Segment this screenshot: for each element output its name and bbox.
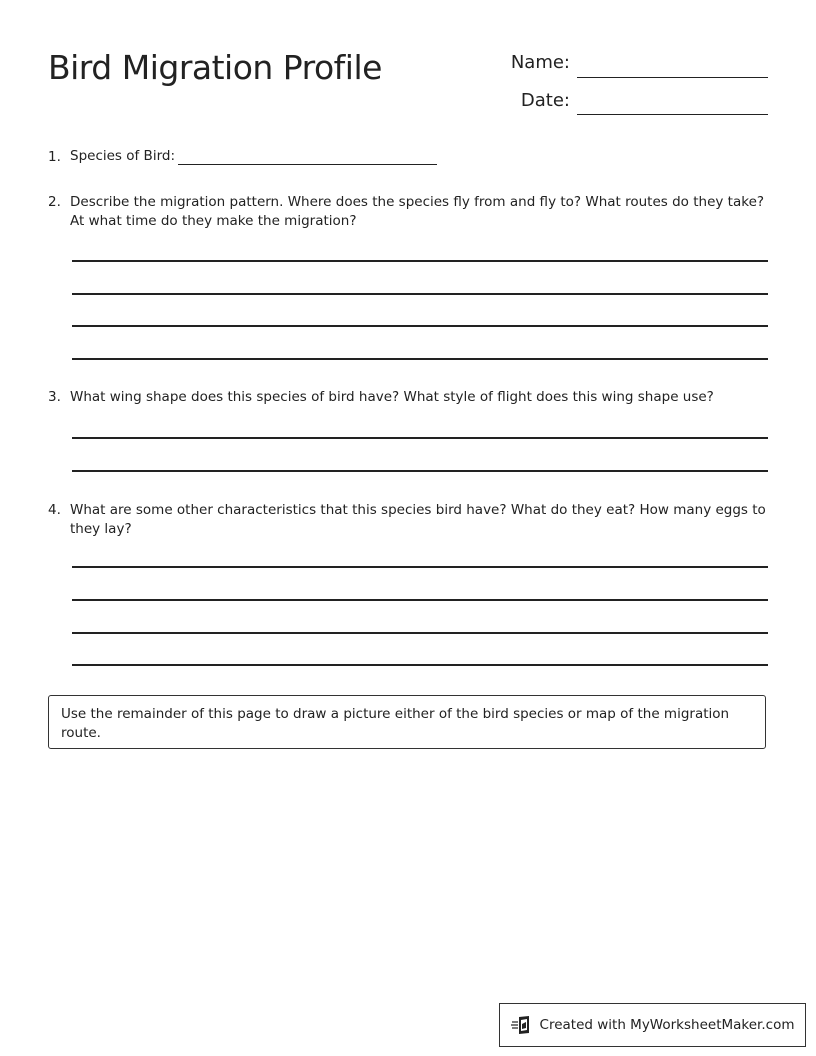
question-4-answer-line-1[interactable] — [72, 566, 768, 568]
date-label: Date: — [520, 90, 570, 111]
question-3-answer-line-2[interactable] — [72, 470, 768, 472]
question-2-number: 2. — [48, 194, 61, 210]
question-1-number: 1. — [48, 149, 61, 165]
question-2-answer-line-4[interactable] — [72, 358, 768, 360]
species-answer-field[interactable] — [178, 164, 437, 165]
question-4-answer-line-4[interactable] — [72, 664, 768, 666]
drawing-instructions-box: Use the remainder of this page to draw a picture either of the bird species or map of the migration route. — [48, 695, 766, 749]
question-2-text: Describe the migration pattern. Where does the species fly from and fly to? What routes do they take? At what time do they make the migration? — [70, 194, 765, 229]
question-3-number: 3. — [48, 389, 61, 405]
footer-text: Created with MyWorksheetMaker.com — [539, 1017, 795, 1033]
question-3-text: What wing shape does this species of bird have? What style of flight does this wing shape use? — [70, 389, 714, 405]
question-4-answer-line-2[interactable] — [72, 599, 768, 601]
footer-badge — [499, 1003, 806, 1047]
worksheet-maker-logo-icon — [511, 1014, 533, 1036]
date-field[interactable] — [577, 114, 768, 115]
page-title: Bird Migration Profile — [48, 48, 382, 87]
question-2-answer-line-3[interactable] — [72, 325, 768, 327]
question-4-number: 4. — [48, 502, 61, 518]
question-3-answer-line-1[interactable] — [72, 437, 768, 439]
name-field[interactable] — [577, 77, 768, 78]
question-1-text: Species of Bird: — [70, 148, 175, 164]
question-2-answer-line-2[interactable] — [72, 293, 768, 295]
name-label: Name: — [510, 52, 570, 73]
question-2-answer-line-1[interactable] — [72, 260, 768, 262]
question-4-text: What are some other characteristics that this species bird have? What do they eat? How many eggs to they lay? — [70, 502, 766, 537]
question-4-answer-line-3[interactable] — [72, 632, 768, 634]
